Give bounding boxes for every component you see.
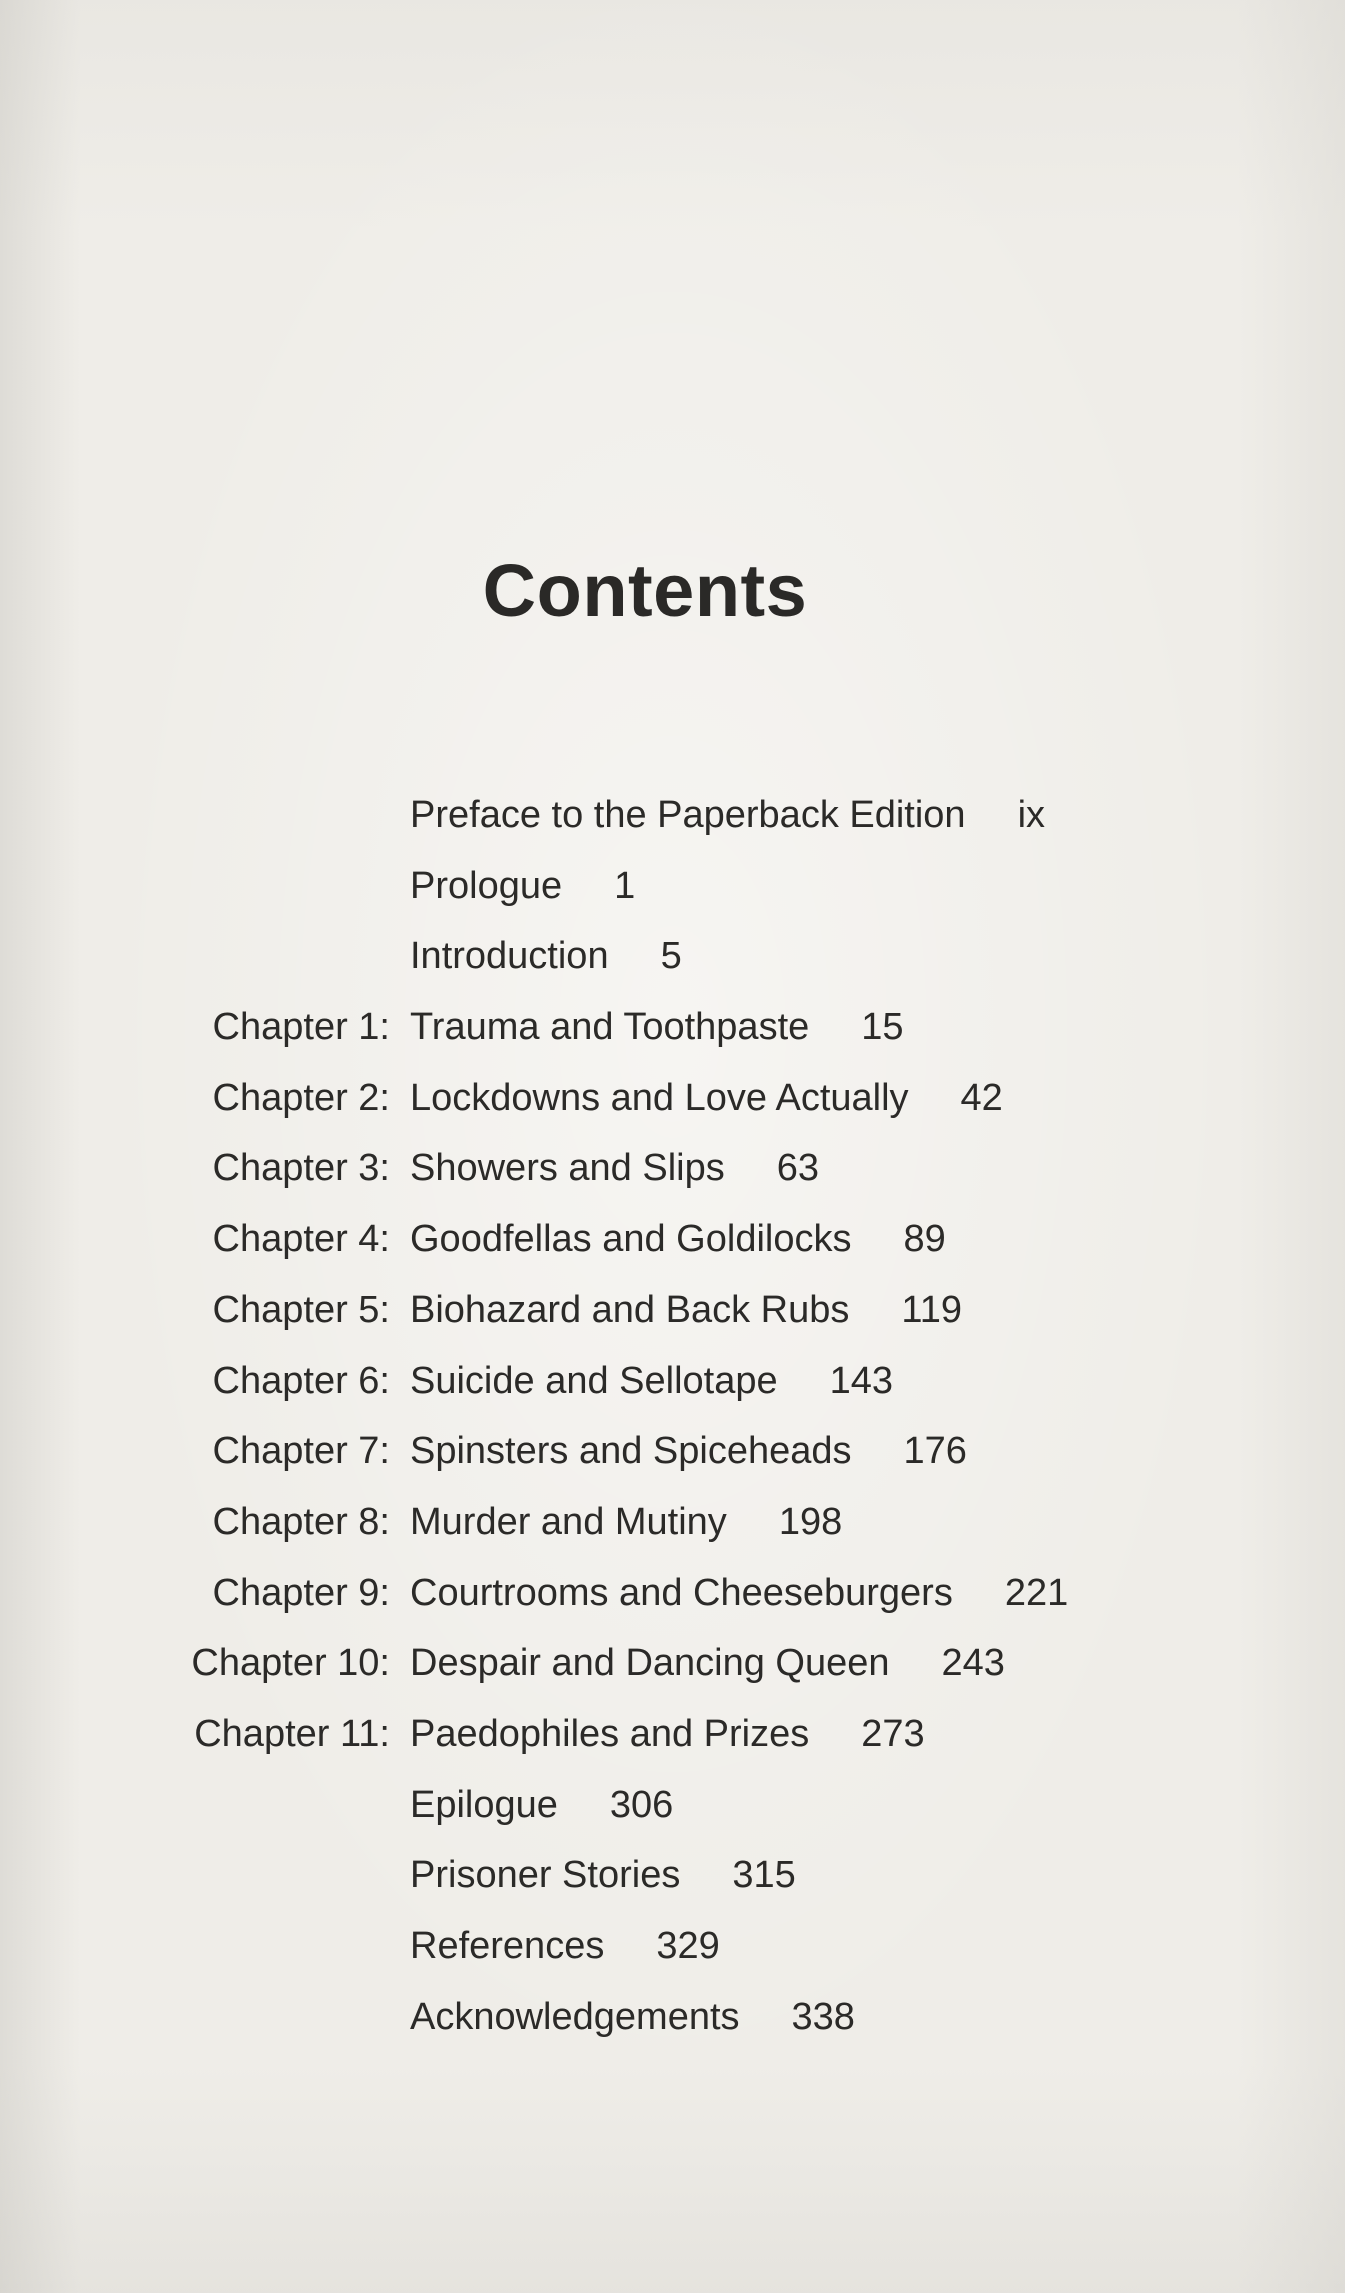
entry-line [410,1840,796,1911]
entry-title: Goodfellas and Goldilocks [410,1218,852,1261]
toc-entry [0,1275,1345,1346]
page-number: 1 [614,864,636,907]
entry-title: Introduction [410,935,609,978]
entry-title: Paedophiles and Prizes [410,1712,810,1755]
entry-title: Acknowledgements [410,1995,740,2038]
page-number: 306 [609,1783,674,1826]
entry-title: Preface to the Paperback Edition [410,794,966,836]
entry-line [410,1982,855,2053]
toc-entry [0,1911,1345,1982]
page-number: 315 [732,1854,796,1897]
toc-entry [0,1133,1345,1204]
page-number: ix [1017,794,1046,836]
entry-line [410,1770,673,1841]
toc-entry [0,1840,1345,1911]
chapter-number: Chapter 4: [212,1218,390,1261]
entry-title: Despair and Dancing Queen [410,1642,890,1685]
page-number: 143 [829,1359,894,1402]
chapter-number: Chapter 3: [212,1147,390,1190]
chapter-number: Chapter 2: [212,1076,390,1119]
toc-entry [0,1699,1345,1770]
toc-entry [0,1204,1345,1275]
entry-line [410,851,635,922]
entry-line [410,1416,967,1487]
entry-line [410,1628,1005,1699]
page-number: 63 [776,1147,820,1190]
toc-entry [0,921,1345,992]
toc-entry [0,851,1345,922]
entry-line [410,1063,1003,1134]
entry-line [410,1699,925,1770]
entry-line [410,1487,842,1558]
toc-entry [0,1063,1345,1134]
toc-entry [0,1770,1345,1841]
page-number: 176 [903,1430,967,1473]
page-number: 5 [660,935,682,978]
entry-line [410,1275,962,1346]
chapter-number: Chapter 10: [191,1642,390,1685]
entry-line [410,780,1045,851]
entry-line [410,1558,1068,1629]
entry-line [410,1911,720,1982]
chapter-number: Chapter 7: [212,1430,390,1473]
entry-line [410,921,682,992]
entry-title: Murder and Mutiny [410,1500,727,1543]
entry-title: Epilogue [410,1783,558,1826]
page-number: 42 [960,1076,1003,1119]
entry-title: Courtrooms and Cheeseburgers [410,1571,953,1614]
toc-entry [0,780,1345,851]
entry-line [410,1133,819,1204]
page-number: 119 [901,1288,962,1331]
entry-line [410,992,904,1063]
entry-line [410,1204,946,1275]
chapter-number: Chapter 5: [212,1288,390,1331]
chapter-number: Chapter 1: [212,1006,390,1049]
entry-title: Lockdowns and Love Actually [410,1076,909,1119]
entry-title: Spinsters and Spiceheads [410,1430,852,1473]
page-number: 221 [1004,1571,1069,1614]
chapter-number: Chapter 8: [212,1500,390,1543]
page-number: 89 [903,1218,946,1261]
entry-title: Showers and Slips [410,1147,725,1190]
entry-title: References [410,1925,605,1967]
page-number: 198 [778,1500,843,1543]
toc-entry [0,1346,1345,1417]
toc-entry [0,1416,1345,1487]
toc-entry [0,1982,1345,2053]
toc-entry [0,1558,1345,1629]
entry-title: Biohazard and Back Rubs [410,1288,850,1331]
page-number: 15 [861,1006,904,1049]
entry-title: Trauma and Toothpaste [410,1006,810,1049]
toc-entry [0,1628,1345,1699]
toc-entry [0,1487,1345,1558]
entry-title: Prisoner Stories [410,1854,681,1897]
table-of-contents [0,780,1345,2052]
page-number: 273 [861,1712,925,1755]
chapter-number: Chapter 9: [212,1571,390,1614]
toc-entry [0,992,1345,1063]
chapter-number: Chapter 6: [212,1359,390,1402]
page-title: Contents [482,549,808,632]
page-number: 338 [791,1995,855,2038]
chapter-number: Chapter 11: [194,1712,390,1755]
page-number: 243 [941,1642,1005,1685]
entry-title: Prologue [410,864,563,907]
page-number: 329 [656,1925,720,1967]
entry-line [410,1346,893,1417]
entry-title: Suicide and Sellotape [410,1359,778,1402]
